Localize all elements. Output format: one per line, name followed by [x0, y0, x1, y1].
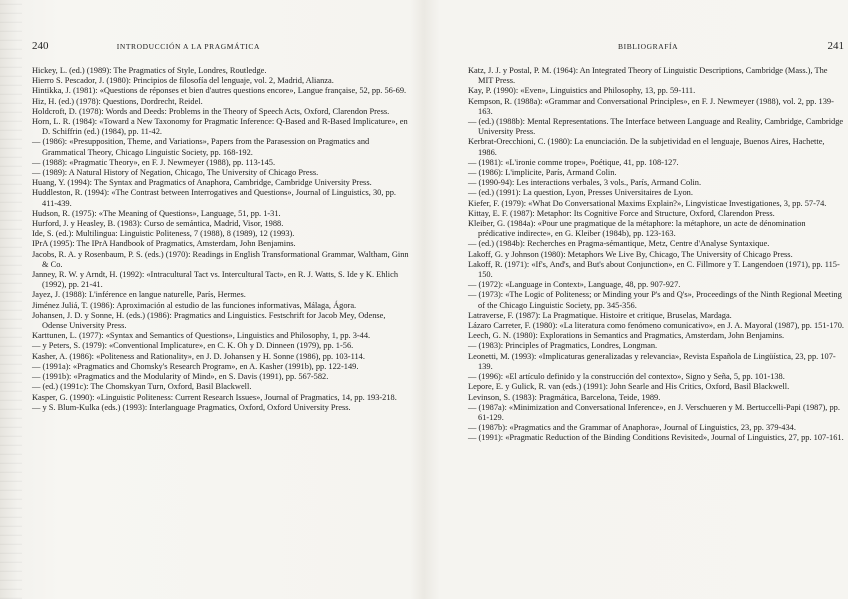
bibliography-entry: Holdcroft, D. (1978): Words and Deeds: Problems in the Theory of Speech Acts, Oxford, Clarendon Press. — [32, 106, 390, 116]
bibliography-entry: — (1987a): «Minimization and Conversational Inference», en J. Verschueren y M. Bertuccelli-Papi (1987), pp. 61-129. — [468, 402, 840, 422]
bibliography-entry: Hickey, L. (ed.) (1989): The Pragmatics of Style, Londres, Routledge. — [32, 66, 267, 75]
bibliography-entry: Hierro S. Pescador, J. (1980): Principios de filosofía del lenguaje, vol. 2, Madrid, Alianza. — [32, 76, 334, 86]
bibliography-entry: — (ed.) (1988b): Mental Representations. The Interface between Language and Reality, Cambridge, Cambridge University Press. — [468, 117, 844, 137]
bibliography-entry: Karttunen, L. (1977): «Syntax and Semantics of Questions», Linguistics and Philosophy, 1, pp. 3-44. — [32, 331, 371, 341]
left-page-header — [32, 40, 410, 56]
bibliography-entry: Lepore, E. y Gulick, R. van (eds.) (1991): John Searle and His Critics, Oxford, Basil Blackwell. — [468, 382, 790, 392]
left-page-number: 240 — [32, 40, 49, 52]
bibliography-entry: — (ed.) (1991): La question, Lyon, Presses Universitaires de Lyon. — [468, 188, 693, 198]
scan-edge-noise — [0, 0, 22, 599]
bibliography-entry: — (1990-94): Les interactions verbales, 3 vols., París, Armand Colin. — [468, 178, 702, 188]
bibliography-entry: Jacobs, R. A. y Rosenbaum, P. S. (eds.) (1970): Readings in English Transformational Grammar, Waltham, Ginn & Co. — [32, 249, 409, 269]
right-page-header — [468, 40, 844, 56]
bibliography-entry: Janney, R. W. y Arndt, H. (1992): «Intracultural Tact vs. Intercultural Tact», en R. J. Watts, S. Ide y K. Ehlich (1992), pp. 21-41. — [32, 270, 399, 290]
bibliography-entry: Kempson, R. (1988a): «Grammar and Conversational Principles», en F. J. Newmeyer (1988), vol. 2, pp. 139-163. — [468, 96, 834, 116]
bibliography-entry: Hintikka, J. (1981): «Questions de réponses et bien d'autres questions encore», Langue française, 52, pp. 56-69. — [32, 86, 407, 96]
bibliography-entry: — (1986): L'implicite, París, Armand Colin. — [468, 168, 617, 178]
bibliography-entry: Lázaro Carreter, F. (1980): «La literatura como fenómeno comunicativo», en J. A. Mayoral (1987), pp. 151-170. — [468, 321, 844, 331]
bibliography-entry: Katz, J. J. y Postal, P. M. (1964): An Integrated Theory of Linguistic Descriptions, Cambridge (Mass.), The MIT Press. — [468, 66, 828, 86]
bibliography-entry: Lakoff, R. (1971): «If's, And's, and But's about Conjunction», en C. Fillmore y T. Langendoen (1971), pp. 115-150. — [468, 259, 840, 280]
bibliography-entry: Kerbrat-Orecchioni, C. (1980): La enunciación. De la subjetividad en el lenguaje, Buenos Aires, Hachette, 1986. — [468, 137, 825, 157]
bibliography-entry: — (1983): Principles of Pragmatics, Londres, Longman. — [468, 341, 658, 351]
bibliography-entry: — (1991b): «Pragmatics and the Modularity of Mind», en S. Davis (1991), pp. 567-582. — [32, 372, 329, 382]
bibliography-entry: Kasher, A. (1986): «Politeness and Rationality», en J. D. Johansen y H. Sonne (1986), pp. 103-114. — [32, 351, 365, 361]
bibliography-entry: Levinson, S. (1983): Pragmática, Barcelona, Teide, 1989. — [468, 392, 661, 402]
bibliography-entry: — y Peters, S. (1979): «Conventional Implicature», en C. K. Oh y D. Dinneen (1979), pp. 1-56. — [32, 341, 354, 351]
bibliography-entry: IPrA (1995): The IPrA Handbook of Pragmatics, Amsterdam, John Benjamins. — [32, 239, 296, 249]
bibliography-entry: Hudson, R. (1975): «The Meaning of Questions», Language, 51, pp. 1-31. — [32, 208, 281, 218]
bibliography-entry: Hurford, J. y Heasley, B. (1983): Curso de semántica, Madrid, Visor, 1988. — [32, 219, 284, 229]
bibliography-entry: — y S. Blum-Kulka (eds.) (1993): Interlanguage Pragmatics, Oxford, Oxford University Press. — [32, 402, 351, 412]
bibliography-entry: — (1989): A Natural History of Negation, Chicago, The University of Chicago Press. — [32, 168, 319, 178]
bibliography-entry: Kasper, G. (1990): «Linguistic Politeness: Current Research Issues», Journal of Pragmatics, 14, pp. 193-218. — [32, 392, 397, 402]
bibliography-entry: — (1981): «L'ironie comme trope», Poétique, 41, pp. 108-127. — [468, 157, 679, 167]
left-bibliography-list — [32, 66, 410, 413]
bibliography-entry: — (1991): «Pragmatic Reduction of the Binding Conditions Revisited», Journal of Linguistics, 27, pp. 107-161. — [468, 433, 844, 443]
bibliography-entry: Latraverse, F. (1987): La Pragmatique. Histoire et critique, Bruselas, Mardaga. — [468, 310, 732, 320]
bibliography-entry: — (ed.) (1991c): The Chomskyan Turn, Oxford, Basil Blackwell. — [32, 382, 252, 392]
bibliography-entry: — (1972): «Language in Context», Language, 48, pp. 907-927. — [468, 280, 681, 290]
bibliography-entry: Horn, L. R. (1984): «Toward a New Taxonomy for Pragmatic Inference: Q-Based and R-Based Implicature», en D. Schiffrin (ed.) (1984), pp. 11-42. — [32, 117, 408, 137]
bibliography-entry: — (ed.) (1984b): Recherches en Pragma-sémantique, Metz, Centre d'Analyse Syntaxique. — [468, 239, 770, 249]
bibliography-entry: Kiefer, F. (1979): «What Do Conversational Maxims Explain?», Lingvisticae Investigationes, 3, pp. 57-74. — [468, 198, 827, 208]
bibliography-entry: — (1986): «Presupposition, Theme, and Variations», Papers from the Parasession on Pragmatics and Grammatical Theory, Chicago Linguistic Society, pp. 168-192. — [32, 137, 370, 157]
bibliography-entry: Johansen, J. D. y Sonne, H. (eds.) (1986): Pragmatics and Linguistics. Festschrift for Jacob Mey, Odense, Odense University Press. — [32, 310, 386, 331]
bibliography-entry: Ide, S. (ed.): Multilingua: Linguistic Politeness, 7 (1988), 8 (1989), 12 (1993). — [32, 229, 295, 239]
right-bibliography-list — [468, 66, 844, 444]
bibliography-entry: Jayez, J. (1988): L'inférence en langue naturelle, París, Hermes. — [32, 290, 246, 300]
bibliography-entry: Jiménez Juliá, T. (1986): Aproximación al estudio de las funciones informativas, Málaga, Ágora. — [32, 300, 357, 310]
right-page — [468, 40, 844, 444]
bibliography-entry: Huddleston, R. (1994): «The Contrast between Interrogatives and Questions», Journal of Linguistics, 30, pp. 411-439. — [32, 188, 397, 208]
right-page-number: 241 — [827, 40, 844, 52]
bibliography-entry: — (1973): «The Logic of Politeness; or Minding your P's and Q's», Proceedings of the Ninth Regional Meeting of the Chicago Linguistic Society, pp. 345-356. — [468, 290, 842, 310]
bibliography-entry: Hiz, H. (ed.) (1978): Questions, Dordrecht, Reidel. — [32, 96, 203, 106]
bibliography-entry: — (1988): «Pragmatic Theory», en F. J. Newmeyer (1988), pp. 113-145. — [32, 157, 276, 167]
left-running-head: INTRODUCCIÓN A LA PRAGMÁTICA — [116, 42, 260, 51]
bibliography-entry: Leonetti, M. (1993): «Implicaturas generalizadas y relevancia», Revista Española de Lingüística, 23, pp. 107-139. — [468, 351, 836, 371]
bibliography-entry: Kittay, E. F. (1987): Metaphor: Its Cognitive Force and Structure, Oxford, Clarendon Press. — [468, 208, 775, 218]
bibliography-entry: Leech, G. N. (1980): Explorations in Semantics and Pragmatics, Amsterdam, John Benjamins. — [468, 331, 785, 341]
bibliography-entry: — (1987b): «Pragmatics and the Grammar of Anaphora», Journal of Linguistics, 23, pp. 379-434. — [468, 423, 796, 433]
bibliography-entry: — (1991a): «Pragmatics and Chomsky's Research Program», en A. Kasher (1991b), pp. 122-149. — [32, 361, 359, 371]
left-page — [32, 40, 410, 413]
bibliography-entry: Kleiber, G. (1984a): «Pour une pragmatique de la métaphore: la métaphore, un acte de dénomination prédicative indirecte», en G. Kleiber (1984b), pp. 123-163. — [468, 219, 806, 239]
bibliography-entry: Kay, P. (1990): «Even», Linguistics and Philosophy, 13, pp. 59-111. — [468, 86, 696, 96]
bibliography-entry: Huang, Y. (1994): The Syntax and Pragmatics of Anaphora, Cambridge, Cambridge University Press. — [32, 178, 372, 188]
bibliography-entry: Lakoff, G. y Johnson (1980): Metaphors We Live By, Chicago, The University of Chicago Press. — [468, 249, 793, 259]
right-running-head: BIBLIOGRAFÍA — [618, 42, 679, 51]
bibliography-entry: — (1996): «El artículo definido y la construcción del contexto», Signo y Seña, 5, pp. 101-138. — [468, 372, 785, 382]
